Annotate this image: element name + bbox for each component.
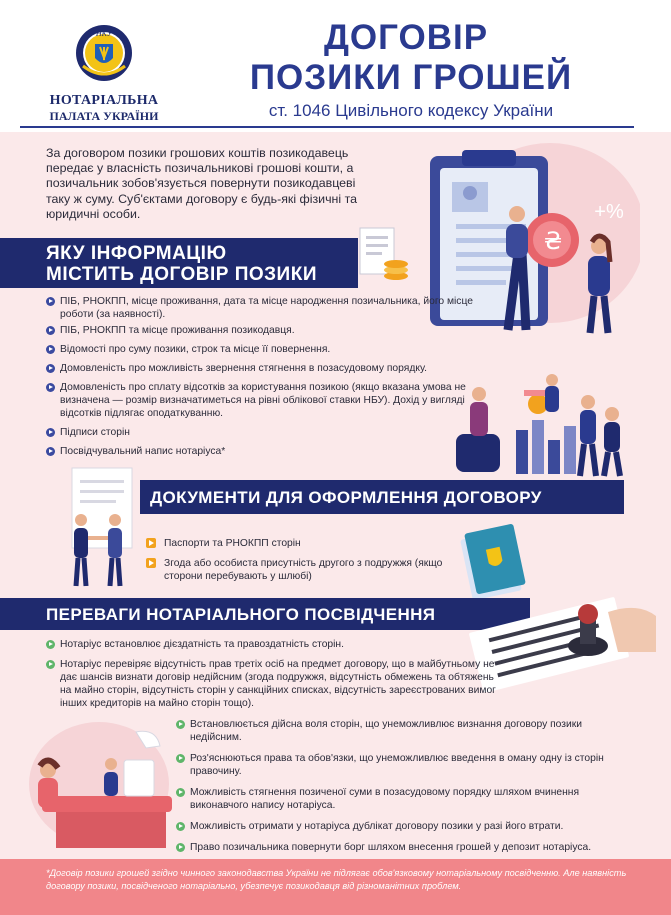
list-item: ПІБ, РНОКПП, місце проживання, дата та місце народження позичальника, його місце роботи (за наявності).: [46, 295, 486, 321]
page-title-line1: ДОГОВІР: [323, 18, 489, 57]
header: [0, 0, 671, 132]
list-item: Паспорти та РНОКПП сторін: [146, 537, 446, 550]
info-list: [46, 295, 486, 458]
handshake-illustration: [58, 462, 148, 590]
intro-text: За договором позики грошових коштів позикодавець передає у власність позичальникові грошові кошти, а позичальник зобов'язується повернути позикодавцеві таку ж суму. Суб'єктами договору є будь-які фізичні та юридичні особи.: [46, 146, 358, 221]
section-info-heading: [0, 238, 358, 288]
blue-bullet-icon: [46, 364, 55, 373]
logo-line2: ПАЛАТА УКРАЇНИ: [49, 109, 159, 123]
list-item: Можливість отримати у нотаріуса дублікат договору позики у разі його втрати.: [176, 820, 626, 833]
green-bullet-icon: [46, 640, 55, 649]
list-item: Право позичальника повернути борг шляхом внесення грошей у депозит нотаріуса.: [176, 841, 626, 854]
logo-line1: НОТАРІАЛЬНА: [49, 93, 159, 108]
svg-text:₴: ₴: [543, 227, 563, 255]
list-item: Роз'яснюються права та обов'язки, що унеможливлює введення в оману одну із сторін правочину.: [176, 752, 626, 778]
page-subtitle: ст. 1046 Цивільного кодексу України: [268, 101, 554, 120]
blue-bullet-icon: [46, 447, 55, 456]
money-exchange-illustration: [454, 360, 634, 480]
list-item: Домовленість про можливість звернення стягнення в позасудовому порядку.: [46, 362, 486, 375]
green-bullet-icon: [176, 754, 185, 763]
advantages-list-bottom: [176, 718, 626, 854]
blue-bullet-icon: [46, 383, 55, 392]
section-docs-title: ДОКУМЕНТИ ДЛЯ ОФОРМЛЕННЯ ДОГОВОРУ: [150, 488, 542, 507]
green-bullet-icon: [176, 822, 185, 831]
list-item: Нотаріус встановлює дієздатність та правоздатність сторін.: [46, 638, 506, 651]
notary-office-illustration: [24, 712, 174, 852]
advantages-list-top: [46, 638, 506, 710]
docs-list: [146, 537, 446, 583]
list-item: Встановлюється дійсна воля сторін, що унеможливлює визнання договору позики недійсним.: [176, 718, 626, 744]
list-item: ПІБ, РНОКПП та місце проживання позикодавця.: [46, 324, 486, 337]
list-item: Домовленість про сплату відсотків за користування позикою (якщо вказана умова не визначена — розмір визначатиметься на рівні облікової ставки НБУ). Дохід у вигляді відсотків підлягає оподаткуванню.: [46, 381, 486, 420]
page-title-line2: ПОЗИКИ ГРОШЕЙ: [249, 58, 573, 97]
certificate-icon: [356, 222, 412, 284]
list-item: Згода або особиста присутність другого з подружжя (якщо сторони перебувають у шлюбі): [146, 557, 446, 583]
orange-bullet-icon: [146, 558, 156, 568]
section-adv-title: ПЕРЕВАГИ НОТАРІАЛЬНОГО ПОСВІДЧЕННЯ: [46, 605, 436, 624]
section-info-title-line1: ЯКУ ІНФОРМАЦІЮ: [46, 243, 227, 264]
blue-bullet-icon: [46, 345, 55, 354]
blue-bullet-icon: [46, 428, 55, 437]
list-item: Підписи сторін: [46, 426, 486, 439]
passport-icon: [448, 514, 528, 600]
green-bullet-icon: [176, 843, 185, 852]
list-item: Відомості про суму позики, строк та місце її повернення.: [46, 343, 486, 356]
svg-text:НКУ: НКУ: [95, 29, 113, 38]
section-info-title-line2: МІСТИТЬ ДОГОВІР ПОЗИКИ: [46, 264, 317, 285]
green-bullet-icon: [46, 660, 55, 669]
orange-bullet-icon: [146, 538, 156, 548]
list-item: Можливість стягнення позиченої суми в позасудовому порядку шляхом вчинення виконавчого напису нотаріуса.: [176, 786, 626, 812]
list-item: Нотаріус перевіряє відсутність прав третіх осіб на предмет договору, що в майбутньому не дає шансів визнати договір недійсним (згода подружжя, відсутність обмежень та обтяжень на майно сторін, відсутність сторін у санкційних списках, відсутність зареєстрованих вимог інших кредиторів на майно сторін тощо).: [46, 658, 506, 710]
footnote: *Договір позики грошей згідно чинного законодавства України не підлягає обов'язковому нотаріальному посвідченню. Але наявність договору позики, посвідченого нотаріально, убезпечує позикодавця від різноманітних проблем.: [46, 868, 627, 891]
header-divider: [20, 126, 634, 128]
emblem-text-mark: [84, 27, 124, 39]
green-bullet-icon: [176, 788, 185, 797]
percent-label: [588, 196, 630, 226]
section-adv-heading: [0, 598, 530, 630]
list-item: Посвідчувальний напис нотаріуса*: [46, 445, 486, 458]
blue-bullet-icon: [46, 297, 55, 306]
svg-text:+%: +%: [594, 201, 624, 223]
green-bullet-icon: [176, 720, 185, 729]
coin-icon: [538, 224, 568, 258]
blue-bullet-icon: [46, 326, 55, 335]
